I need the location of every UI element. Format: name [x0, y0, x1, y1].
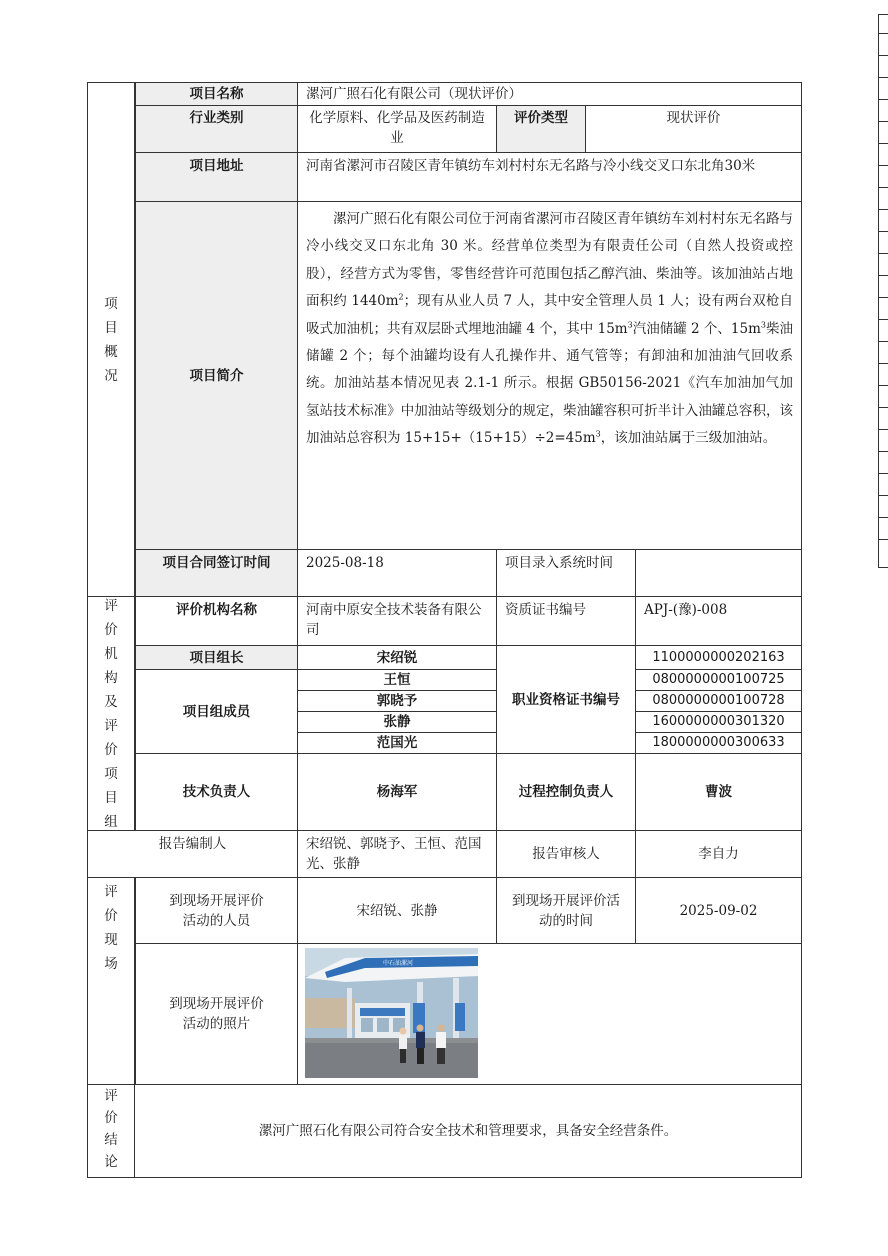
org-name-label: 评价机构名称 — [135, 596, 298, 646]
superscript: 2 — [398, 292, 404, 302]
intro-part: ；现有从业人员 7 人，其中安全管理人员 1 人；设有两台双枪自吸式加油机；共有双层卧式埋地油罐 4 个，其中 15m — [306, 293, 794, 337]
superscript: 3 — [627, 320, 633, 330]
member-name: 范国光 — [297, 732, 497, 754]
site-time-label: 到现场开展评价活动的时间 — [496, 877, 636, 944]
section-char: 项 — [104, 295, 118, 312]
section-overview-label — [87, 82, 135, 597]
section-char: 机 — [104, 645, 118, 662]
section-char: 况 — [104, 367, 118, 384]
section-char: 概 — [104, 343, 118, 360]
members-label: 项目组成员 — [135, 669, 298, 754]
section-char: 构 — [104, 669, 118, 686]
section-char: 评 — [104, 884, 118, 900]
intro-part: 汽油储罐 2 个、15m — [632, 320, 761, 337]
tech-lead-label: 技术负责人 — [135, 753, 298, 831]
site-time: 2025-09-02 — [635, 877, 802, 944]
conclusion-text: 漯河广照石化有限公司符合安全技术和管理要求，具备安全经营条件。 — [134, 1084, 802, 1178]
section-char: 场 — [104, 956, 118, 972]
site-photo-label: 到现场开展评价活动的照片 — [135, 943, 298, 1085]
section-char: 组 — [104, 813, 118, 830]
contract-date: 2025-08-18 — [297, 549, 497, 597]
member-cert: 0800000000100725 — [635, 669, 802, 691]
contract-date-label: 项目合同签订时间 — [135, 549, 298, 597]
section-char: 论 — [104, 1154, 118, 1170]
member-name: 郭晓予 — [297, 690, 497, 712]
eval-type-label: 评价类型 — [496, 105, 586, 153]
section-char: 评 — [104, 1088, 118, 1104]
gas-station-photo — [305, 948, 478, 1078]
entry-time-label: 项目录入系统时间 — [496, 549, 636, 597]
section-char: 评 — [104, 597, 118, 614]
section-char: 目 — [104, 789, 118, 806]
section-char: 价 — [104, 741, 118, 758]
member-name: 王恒 — [297, 669, 497, 691]
member-cert: 1800000000300633 — [635, 732, 802, 754]
site-persons: 宋绍锐、张静 — [297, 877, 497, 944]
section-char: 结 — [104, 1132, 118, 1148]
project-name-label: 项目名称 — [135, 82, 298, 106]
entry-time-value — [635, 549, 802, 597]
section-org-label — [87, 596, 135, 831]
adjacent-page-edge — [878, 14, 888, 568]
member-cert: 1600000000301320 — [635, 711, 802, 733]
section-char: 价 — [104, 908, 118, 924]
process-lead-label: 过程控制负责人 — [496, 753, 636, 831]
address-value: 河南省漯河市召陵区青年镇纺车刘村村东无名路与冷小线交叉口东北角30米 — [297, 152, 802, 202]
intro-part: 柴油储罐 2 个；每个油罐均设有人孔操作井、通气管等；有卸油和加油油气回收系统。加油站基本情况见表 2.1-1 所示。根据 GB50156-2021《汽车加油加气加氢站技术标准》中加油站等级划分的规定，柴油罐容积可折半计入油罐总容积，该加油站总容积为 15+15+（15+15）÷2=45m — [306, 320, 794, 447]
section-site-label — [87, 877, 135, 1085]
report-editors: 宋绍锐、郭晓予、王恒、范国光、张静 — [297, 830, 497, 878]
section-char: 评 — [104, 717, 118, 734]
superscript: 3 — [760, 320, 766, 330]
section-char: 现 — [104, 932, 118, 948]
leader-cert: 1100000000202163 — [635, 645, 802, 670]
canopy-sign: 中石油漯河 — [383, 960, 414, 967]
leader-name: 宋绍锐 — [297, 645, 497, 670]
section-char: 目 — [104, 319, 118, 336]
industry-value: 化学原料、化学品及医药制造业 — [297, 105, 497, 153]
intro-label: 项目简介 — [135, 201, 298, 550]
address-label: 项目地址 — [135, 152, 298, 202]
report-reviewer: 李自力 — [635, 830, 802, 878]
section-char: 项 — [104, 765, 118, 782]
process-lead: 曹波 — [635, 753, 802, 831]
member-name: 张静 — [297, 711, 497, 733]
tech-lead: 杨海军 — [297, 753, 497, 831]
section-conclusion-label — [87, 1084, 135, 1178]
cert-label: 资质证书编号 — [496, 596, 636, 646]
superscript: 3 — [595, 429, 601, 439]
site-photo — [305, 948, 478, 1078]
org-name: 河南中原安全技术装备有限公司 — [297, 596, 497, 646]
section-char: 价 — [104, 1110, 118, 1126]
report-editor-label: 报告编制人 — [87, 830, 298, 878]
leader-label: 项目组长 — [135, 645, 298, 670]
eval-type-value: 现状评价 — [585, 105, 802, 153]
section-char: 及 — [104, 693, 118, 710]
industry-label: 行业类别 — [135, 105, 298, 153]
member-cert: 0800000000100728 — [635, 690, 802, 712]
section-char: 价 — [104, 621, 118, 638]
intro-part: 漯河广照石化有限公司位于河南省漯河市召陵区青年镇纺车刘村村东无名路与冷小线交叉口东北角 30 米。经营单位类型为有限责任公司（自然人投资或控股），经营方式为零售，零售经营许可范围包括乙醇汽油、柴油等。该加油站占地面积约 1440m — [306, 211, 793, 310]
report-reviewer-label: 报告审核人 — [496, 830, 636, 878]
cert-value: APJ-(豫)-008 — [635, 596, 802, 646]
qual-cert-label: 职业资格证书编号 — [496, 645, 636, 754]
intro-part: ，该加油站属于三级加油站。 — [600, 430, 777, 447]
site-persons-label: 到现场开展评价活动的人员 — [135, 877, 298, 944]
project-name: 漯河广照石化有限公司（现状评价） — [297, 82, 802, 106]
intro-text — [297, 201, 802, 550]
